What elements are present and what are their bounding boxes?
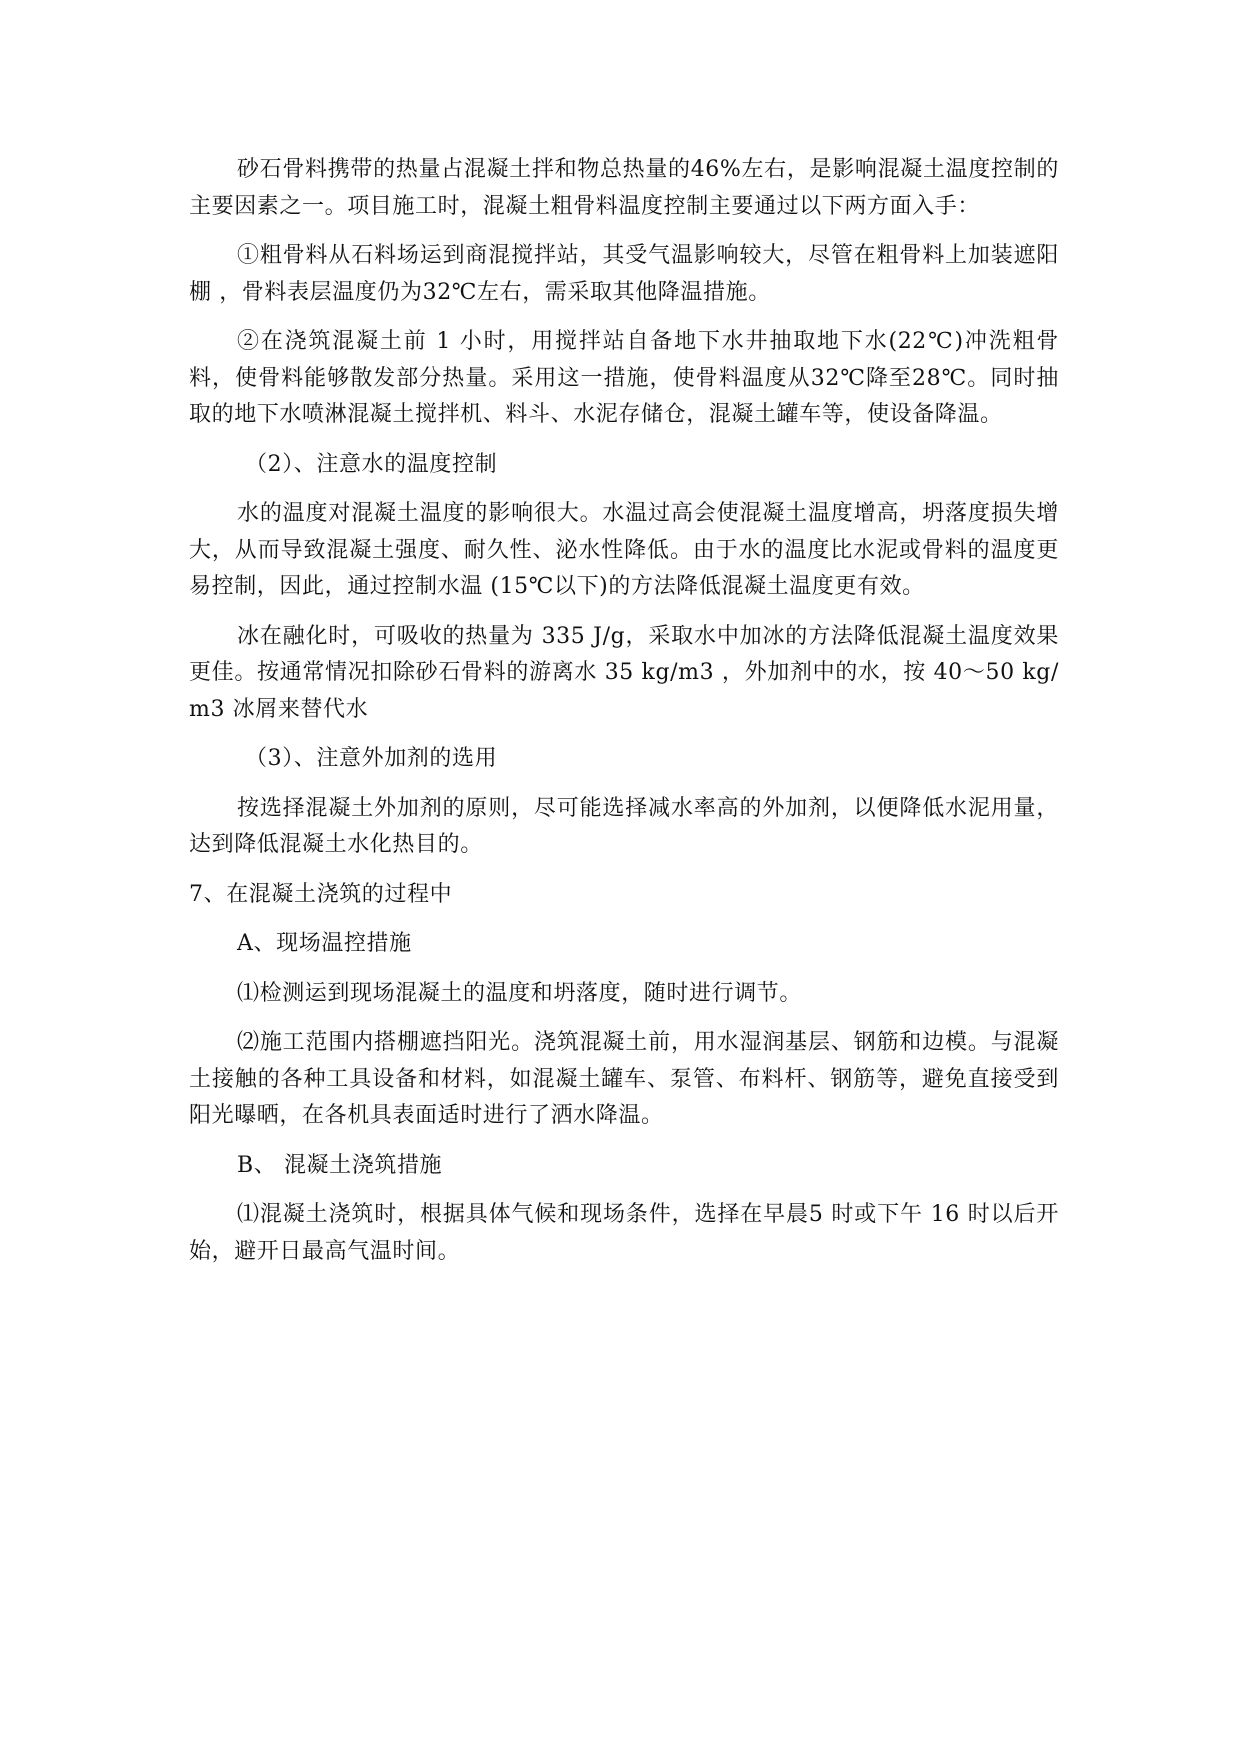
paragraph-groundwater-rinse: ②在浇筑混凝土前 1 小时，用搅拌站自备地下水井抽取地下水(22℃)冲洗粗骨料，使骨料能够散发部分热量。采用这一措施，使骨料温度从32℃降至28℃。同时抽取的地下水喷淋混凝土搅拌机、料斗、水泥存储仓，混凝土罐车等，使设备降温。: [189, 329, 1059, 427]
subheading-water-temperature: （2）、注意水的温度控制: [245, 451, 498, 477]
subheading-pouring-measures: B、 混凝土浇筑措施: [237, 1152, 443, 1178]
paragraph-admixture: 按选择混凝土外加剂的原则，尽可能选择减水率高的外加剂，以便降低水泥用量，达到降低混凝土水化热目的。: [189, 795, 1059, 857]
paragraph-site-check: ⑴检测运到现场混凝土的温度和坍落度，随时进行调节。: [237, 980, 803, 1006]
paragraph-aggregate-heat: 砂石骨料携带的热量占混凝土拌和物总热量的46%左右，是影响混凝土温度控制的主要因素之一。项目施工时，混凝土粗骨料温度控制主要通过以下两方面入手：: [189, 157, 1059, 219]
paragraph-water-temperature: 水的温度对混凝土温度的影响很大。水温过高会使混凝土温度增高，坍落度损失增大，从而导致混凝土强度、耐久性、泌水性降低。由于水的温度比水泥或骨料的温度更易控制，因此，通过控制水温 (15℃以下)的方法降低混凝土温度更有效。: [189, 501, 1059, 599]
document-body: [189, 152, 1059, 1283]
paragraph-site-shade: ⑵施工范围内搭棚遮挡阳光。浇筑混凝土前，用水湿润基层、钢筋和边模。与混凝土接触的各种工具设备和材料，如混凝土罐车、泵管、布料杆、钢筋等，避免直接受到阳光曝晒，在各机具表面适时进行了洒水降温。: [189, 1030, 1059, 1128]
paragraph-sunshade: ①粗骨料从石料场运到商混搅拌站，其受气温影响较大，尽管在粗骨料上加装遮阳棚 ，骨料表层温度仍为32℃左右，需采取其他降温措施。: [189, 243, 1059, 305]
section-heading-pouring: 7、在混凝土浇筑的过程中: [189, 881, 453, 907]
subheading-admixture: （3）、注意外加剂的选用: [245, 746, 498, 771]
paragraph-ice: 冰在融化时，可吸收的热量为 335 J/g，采取水中加冰的方法降低混凝土温度效果更佳。按通常情况扣除砂石骨料的游离水 35 kg/m3 ，外加剂中的水，按 40～50 kg/m3 冰屑来替代水: [189, 623, 1059, 722]
paragraph-pouring-time: ⑴混凝土浇筑时，根据具体气候和现场条件，选择在早晨5 时或下午 16 时以后开始，避开日最高气温时间。: [189, 1202, 1059, 1264]
subheading-site-control: A、现场温控措施: [237, 931, 412, 956]
